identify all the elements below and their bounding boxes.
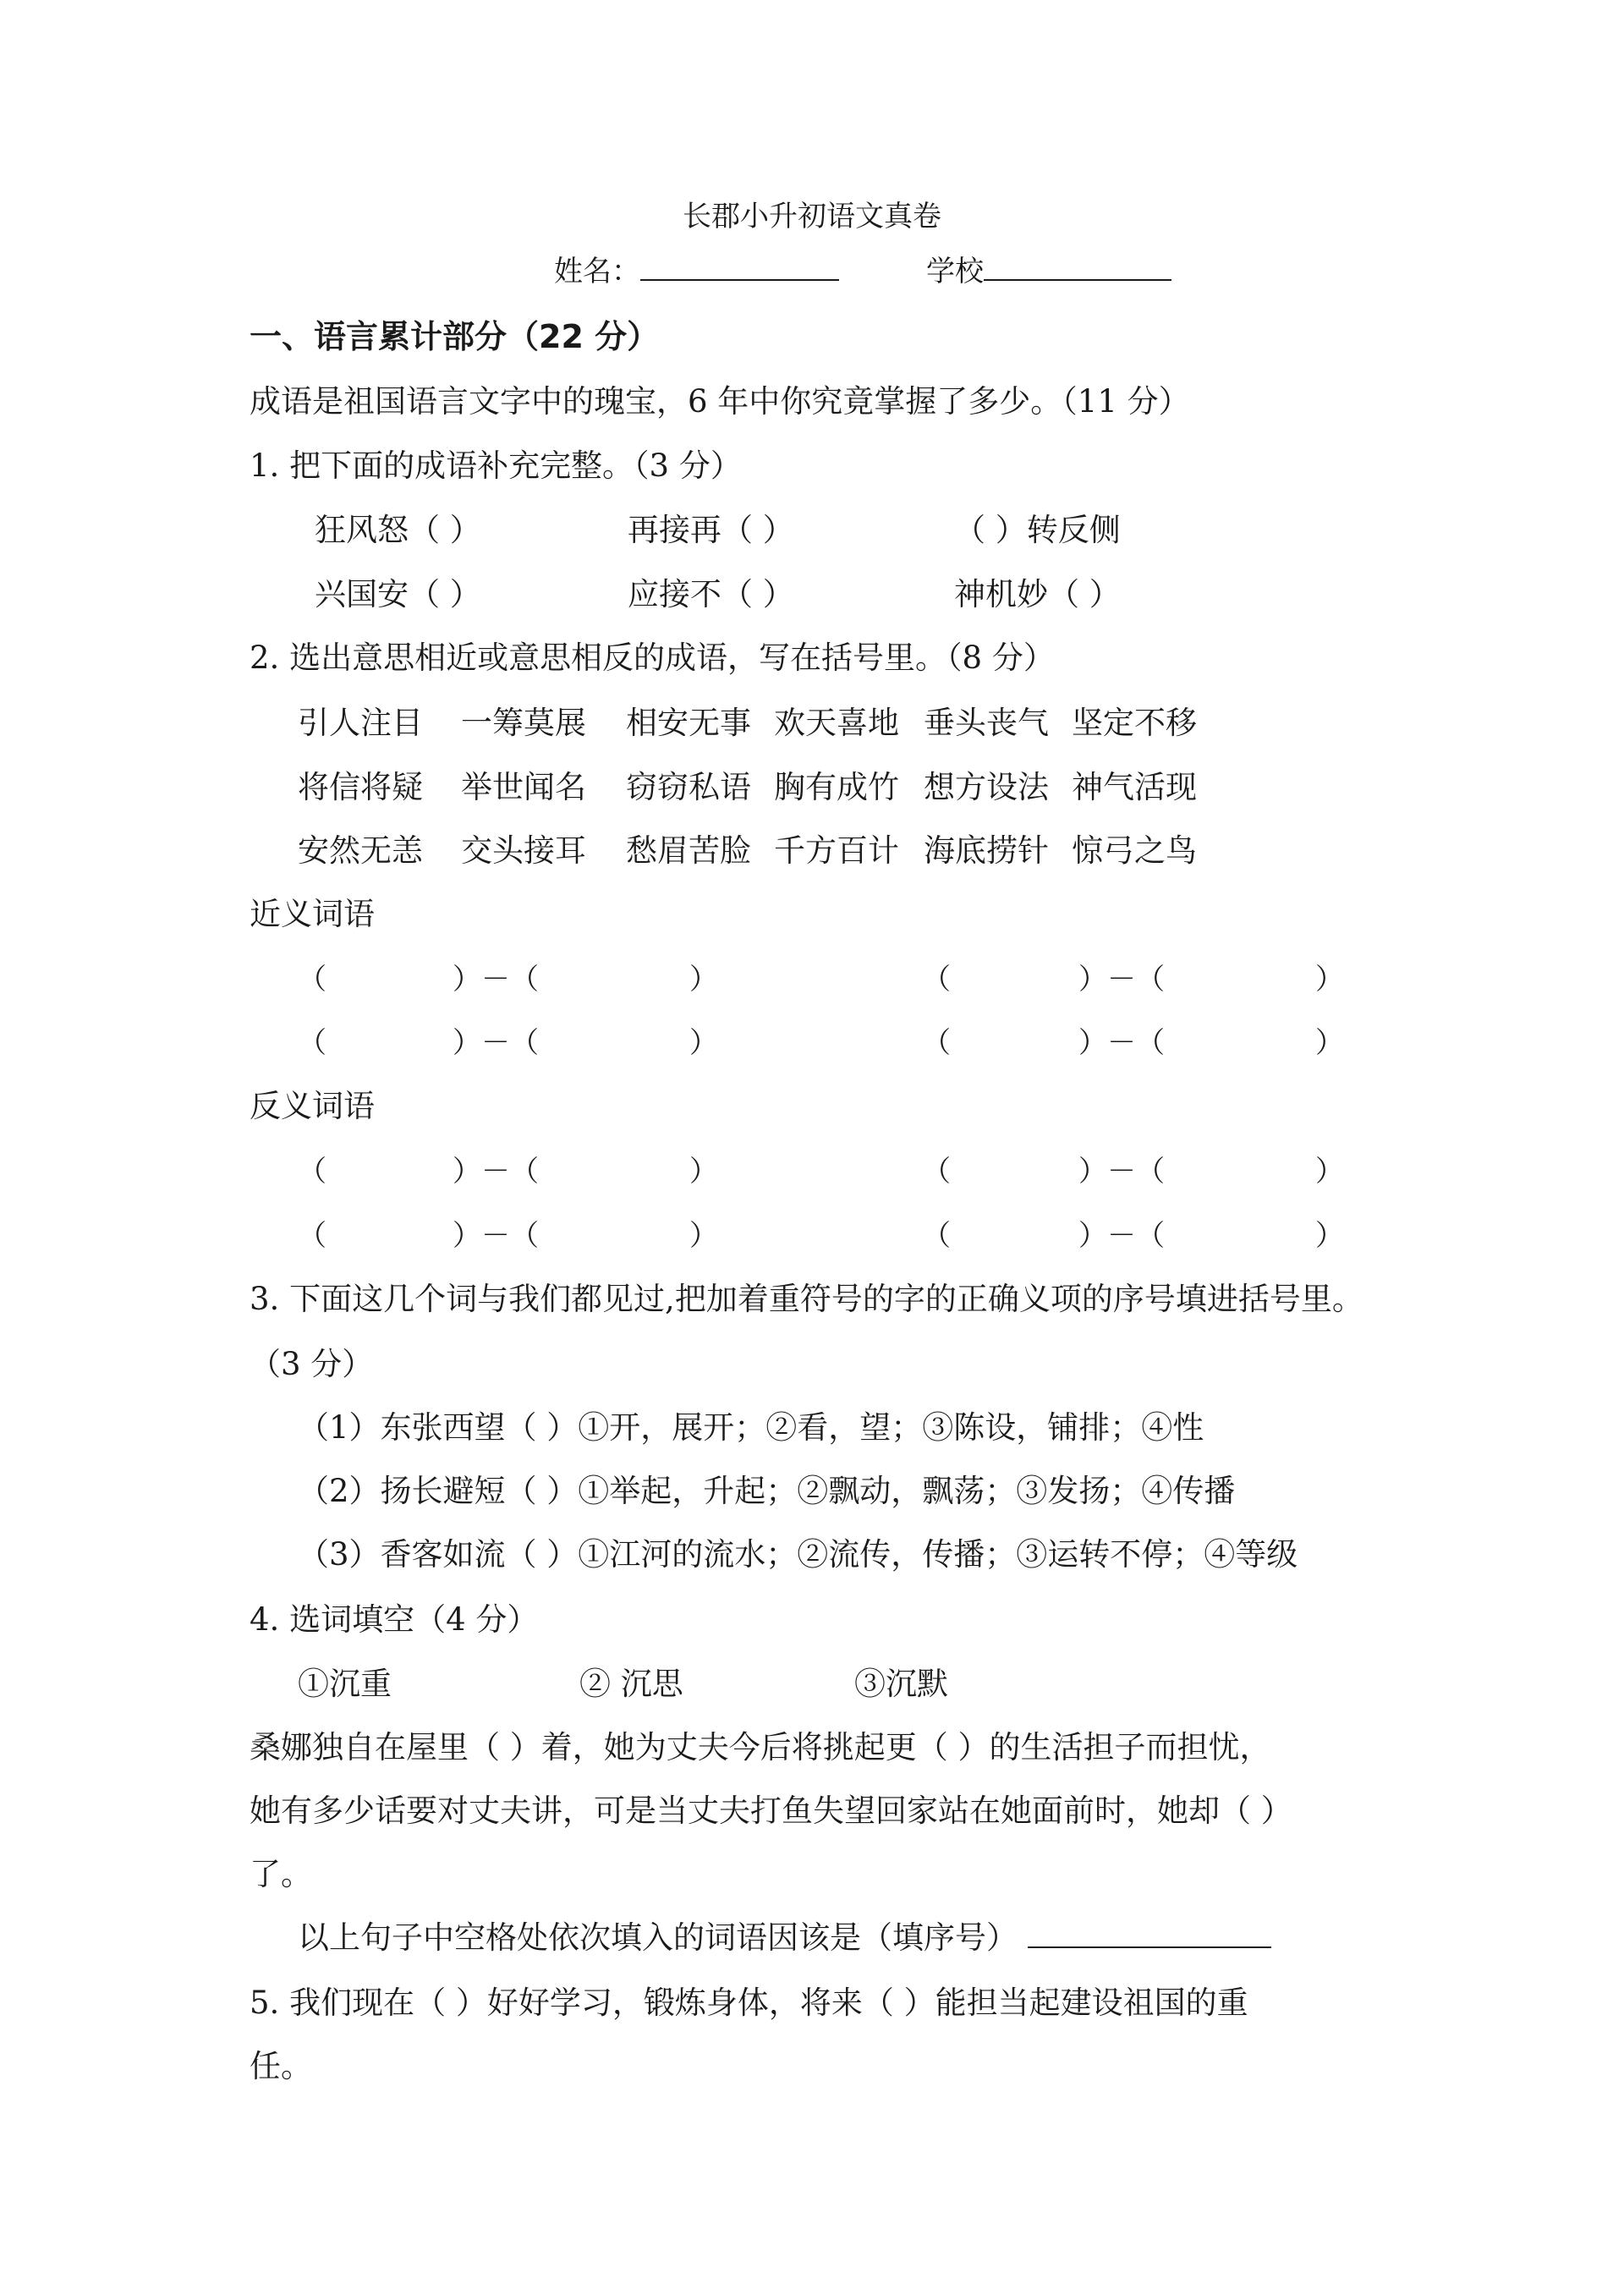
q1-item: 应接不（ ） [628,576,794,612]
q2-prompt: 2. 选出意思相近或意思相反的成语，写在括号里。（8 分） [250,640,1055,676]
paren-mid: ）－（ [1078,1026,1165,1060]
paren-open: （ [298,1155,326,1189]
paren-close: ） [689,1026,718,1060]
idiom-word: 坚定不移 [1072,705,1197,741]
idiom-word: 垂头丧气 [924,705,1049,741]
paren-mid: ）－（ [453,1219,539,1253]
synonym-label: 近义词语 [250,896,375,932]
paren-close: ） [1315,963,1344,997]
paren-open: （ [298,1026,326,1060]
q5-text: 5. 我们现在（ ）好好学习，锻炼身体，将来（ ）能担当起建设祖国的重 [250,1985,1248,2021]
q3-item: （1）东张西望（ ）①开，展开；②看，望；③陈设，铺排；④性 [298,1409,1204,1446]
paren-open: （ [298,1219,326,1253]
q4-paragraph: 桑娜独自在屋里（ ）着，她为丈夫今后将挑起更（ ）的生活担子而担忧， [250,1729,1271,1765]
q1-prompt: 1. 把下面的成语补充完整。（3 分） [250,447,742,484]
paren-mid: ）－（ [453,1026,539,1060]
q3-prompt: 3. 下面这几个词与我们都见过,把加着重符号的字的正确义项的序号填进括号里。 [250,1281,1363,1317]
paren-close: ） [1315,1026,1344,1060]
idiom-word: 惊弓之鸟 [1072,832,1197,869]
idiom-word: 海底捞针 [924,832,1049,869]
name-blank[interactable] [640,254,839,281]
q4-answer-row [298,1919,1271,1957]
q4-answer-blank[interactable] [1028,1921,1271,1948]
idiom-word: 举世闻名 [461,769,586,805]
q1-item: 狂风怒（ ） [315,512,481,548]
idiom-word: 引人注目 [298,705,423,741]
section-heading: 一、语言累计部分（22 分） [250,318,660,355]
q4-paragraph: 她有多少话要对丈夫讲，可是当丈夫打鱼失望回家站在她面前时，她却（ ） [250,1793,1292,1829]
q4-option: ② 沉思 [579,1666,683,1702]
q1-item: （ ）转反侧 [954,512,1121,548]
idiom-word: 神气活现 [1072,769,1197,805]
paren-close: ） [1315,1155,1344,1189]
idiom-word: 一筹莫展 [461,705,586,741]
q1-item: 兴国安（ ） [315,576,481,612]
idiom-word: 安然无恙 [298,832,423,869]
school-blank[interactable] [984,254,1171,281]
paren-mid: ）－（ [1078,1219,1165,1253]
paren-mid: ）－（ [453,1155,539,1189]
q3-item: （2）扬长避短（ ）①举起，升起；②飘动，飘荡；③发扬；④传播 [298,1473,1236,1509]
name-field [554,252,839,291]
paren-open: （ [922,963,951,997]
paren-open: （ [298,963,326,997]
q1-item: 神机妙（ ） [954,576,1121,612]
paren-mid: ）－（ [1078,963,1165,997]
idiom-word: 将信将疑 [298,769,423,805]
idiom-word: 想方设法 [924,769,1049,805]
q4-answer-prompt: 以上句子中空格处依次填入的词语因该是（填序号） [298,1919,1018,1956]
q1-item: 再接再（ ） [628,512,794,548]
q4-option: ①沉重 [298,1666,392,1702]
paren-close: ） [689,1155,718,1189]
idiom-word: 交头接耳 [461,832,586,869]
idiom-word: 千方百计 [774,832,899,869]
idiom-word: 相安无事 [626,705,751,741]
section-intro: 成语是祖国语言文字中的瑰宝，6 年中你究竟掌握了多少。（11 分） [250,383,1190,420]
name-label: 姓名： [554,255,640,288]
idiom-word: 愁眉苦脸 [626,832,751,869]
paren-open: （ [922,1026,951,1060]
paren-close: ） [689,963,718,997]
q5-text: 任。 [250,2048,312,2084]
paren-mid: ）－（ [453,963,539,997]
school-label: 学校 [926,255,984,288]
q4-prompt: 4. 选词填空（4 分） [250,1601,539,1638]
antonym-label: 反义词语 [250,1088,375,1124]
school-field [926,252,1171,291]
idiom-word: 胸有成竹 [774,769,899,805]
idiom-word: 窃窃私语 [626,769,751,805]
idiom-word: 欢天喜地 [774,705,899,741]
q4-paragraph: 了。 [250,1856,312,1892]
paren-close: ） [1315,1219,1344,1253]
paren-close: ） [689,1219,718,1253]
paren-mid: ）－（ [1078,1155,1165,1189]
q3-score: （3 分） [250,1346,374,1382]
q4-option: ③沉默 [854,1666,948,1702]
paren-open: （ [922,1155,951,1189]
paren-open: （ [922,1219,951,1253]
page-title: 长郡小升初语文真卷 [683,200,941,233]
q3-item: （3）香客如流（ ）①江河的流水；②流传，传播；③运转不停；④等级 [298,1536,1298,1573]
